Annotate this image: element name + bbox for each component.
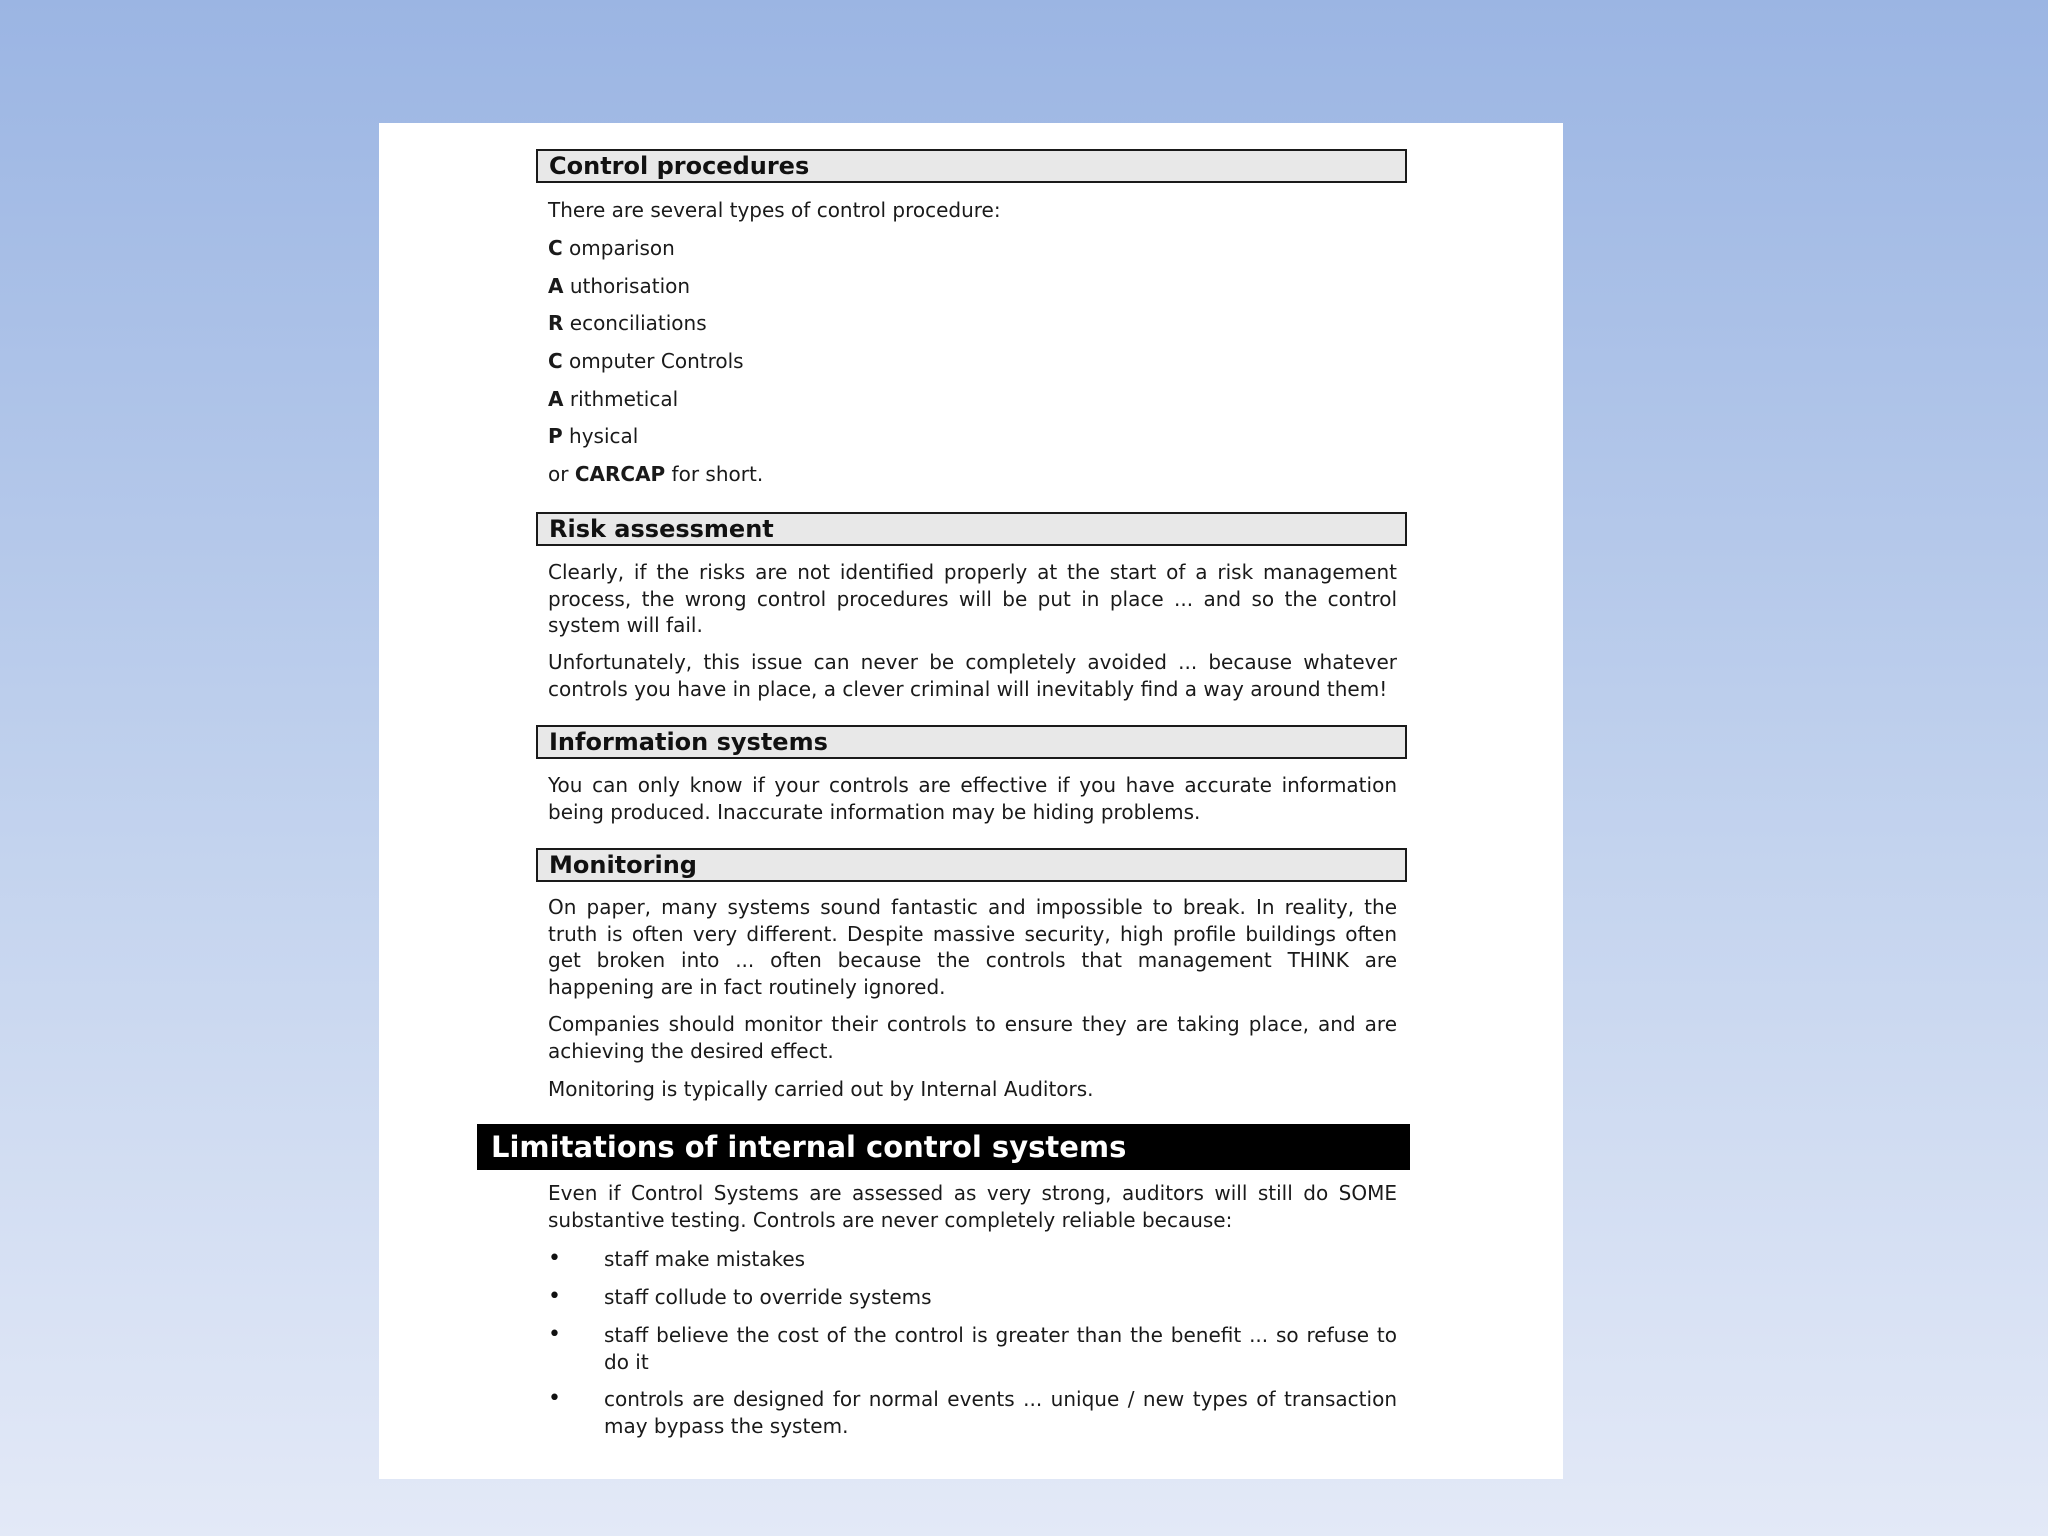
control-item-letter: C xyxy=(548,236,563,260)
bullet-icon: • xyxy=(548,1322,561,1347)
heading-risk-assessment: Risk assessment xyxy=(536,512,1407,546)
control-item-letter: R xyxy=(548,311,564,335)
bullet-icon: • xyxy=(548,1246,561,1271)
control-item-letter: P xyxy=(548,424,563,448)
control-outro-acronym: CARCAP xyxy=(574,462,666,486)
control-intro: There are several types of control procedure: xyxy=(548,198,1001,222)
control-item-letter: A xyxy=(548,387,564,411)
control-outro-post: for short. xyxy=(665,462,764,486)
control-item-text: omparison xyxy=(562,236,675,260)
control-item xyxy=(548,310,707,336)
limitations-intro: Even if Control Systems are assessed as very strong, auditors will still do SOME substantive testing. Controls are never completely reliable because: xyxy=(548,1181,1397,1232)
heading-limitations: Limitations of internal control systems xyxy=(477,1124,1410,1170)
control-item-letter: C xyxy=(548,349,563,373)
control-item xyxy=(548,273,690,299)
control-item-text: omputer Controls xyxy=(562,349,744,373)
control-outro xyxy=(548,461,763,487)
limitation-bullet: controls are designed for normal events ... unique / new types of transaction may bypass the system. xyxy=(604,1387,1397,1438)
control-item-text: rithmetical xyxy=(563,387,679,411)
heading-monitoring: Monitoring xyxy=(536,848,1407,882)
limitation-bullet: staff collude to override systems xyxy=(604,1285,932,1309)
control-item xyxy=(548,348,744,374)
document-page xyxy=(379,123,1563,1479)
control-item-text: econciliations xyxy=(563,311,707,335)
heading-control-procedures: Control procedures xyxy=(536,149,1407,183)
monitoring-paragraph-1: On paper, many systems sound fantastic and impossible to break. In reality, the truth is often very different. Despite massive security, high profile buildings often get broken into ... often because the controls that management THINK are happening are in fact routinely ignored. xyxy=(548,895,1397,999)
control-item xyxy=(548,235,675,261)
limitation-bullet: staff believe the cost of the control is greater than the benefit ... so refuse to do it xyxy=(604,1323,1397,1374)
monitoring-paragraph-2: Companies should monitor their controls to ensure they are taking place, and are achieving the desired effect. xyxy=(548,1012,1397,1063)
monitoring-paragraph-3: Monitoring is typically carried out by Internal Auditors. xyxy=(548,1077,1094,1101)
risk-paragraph-1: Clearly, if the risks are not identified properly at the start of a risk management process, the wrong control procedures will be put in place ... and so the control system will fail. xyxy=(548,560,1397,637)
control-item xyxy=(548,386,678,412)
bullet-icon: • xyxy=(548,1386,561,1411)
heading-information-systems: Information systems xyxy=(536,725,1407,759)
control-item-letter: A xyxy=(548,274,564,298)
limitation-bullet: staff make mistakes xyxy=(604,1247,806,1271)
control-outro-pre: or xyxy=(548,462,575,486)
risk-paragraph-2: Unfortunately, this issue can never be completely avoided ... because whatever controls you have in place, a clever criminal will inevitably find a way around them! xyxy=(548,650,1397,701)
control-item-text: hysical xyxy=(562,424,639,448)
bullet-icon: • xyxy=(548,1284,561,1309)
control-item xyxy=(548,423,638,449)
control-item-text: uthorisation xyxy=(563,274,691,298)
info-paragraph-1: You can only know if your controls are effective if you have accurate information being produced. Inaccurate information may be hiding problems. xyxy=(548,773,1397,824)
